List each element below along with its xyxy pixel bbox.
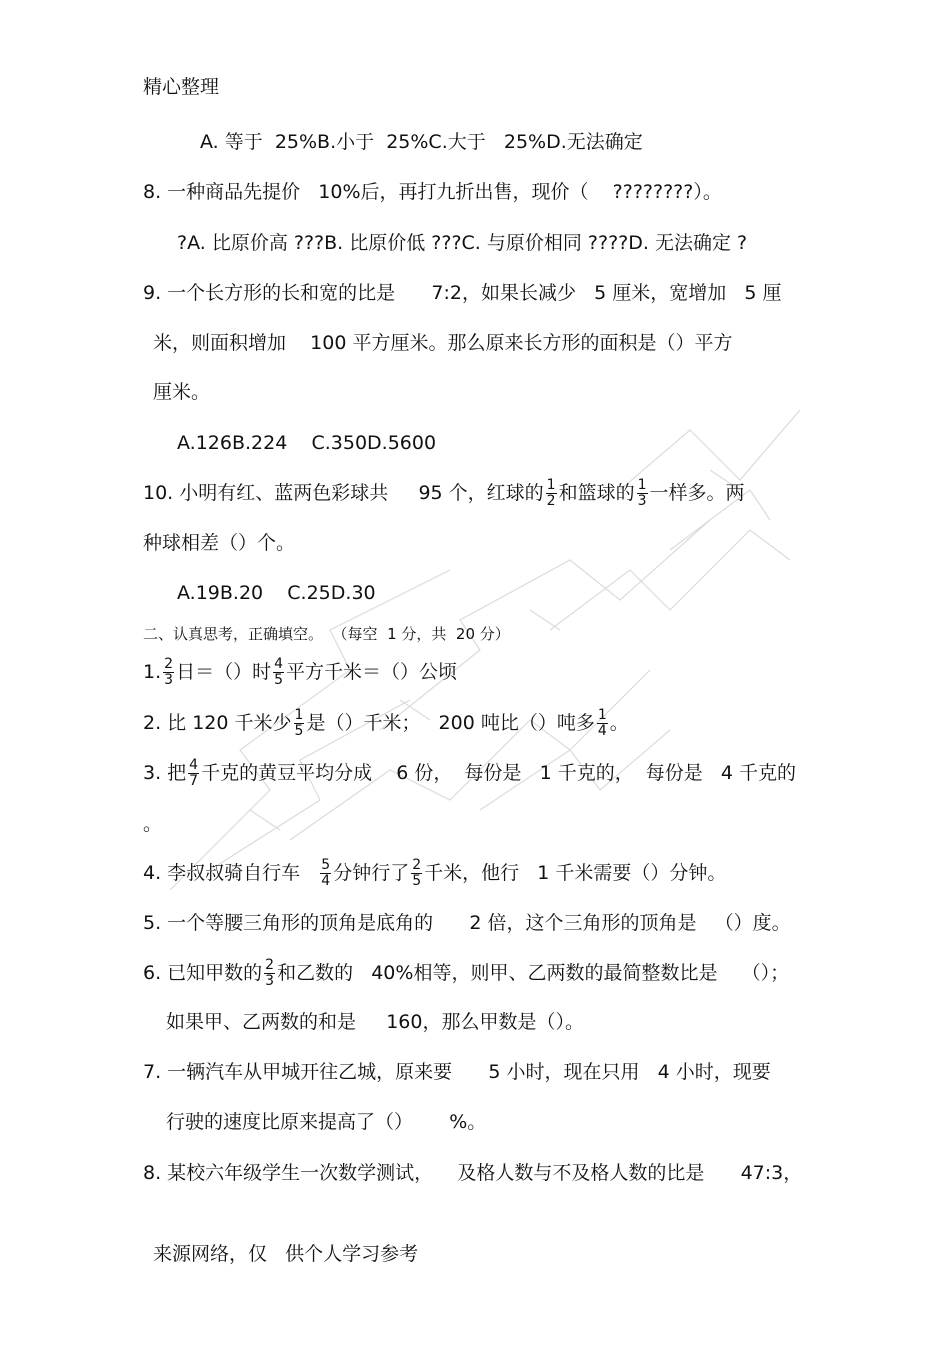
fraction: $\frac{1}{2}$ (546, 477, 556, 509)
fill-1: 1. $\frac{2}{3}$ 日＝（）时 $\frac{4}{5}$ 平方千米＝（）公顷 (143, 656, 458, 688)
question-8: 8. 一种商品先提价 10%后，再打九折出售，现价（ ????????）。 (143, 181, 722, 203)
fraction: $\frac{4}{5}$ (274, 656, 283, 688)
page-header: 精心整理 (143, 76, 220, 98)
fill-3-line-2: 。 (143, 813, 163, 835)
fill-7-line-1: 7. 一辆汽车从甲城开往乙城，原来要 5 小时，现在只用 4 小时，现要 (143, 1061, 771, 1083)
fill-8: 8. 某校六年级学生一次数学测试， 及格人数与不及格人数的比是 47:3， (143, 1162, 803, 1184)
fill-6-line-1: 6. 已知甲数的 $\frac{2}{3}$ 和乙数的 40%相等，则甲、乙两数的最简整数比是 （）； (143, 957, 790, 989)
fill-2: 2. 比 120 千米少 $\frac{1}{5}$ 是（）千米； 200 吨比（）吨多 $\frac{1}{4}$ 。 (143, 707, 629, 739)
question-10-line-1: 10. 小明有红、蓝两色彩球共 95 个，红球的 $\frac{1}{2}$ 和篮球的 $\frac{1}{3}$ 一样多。两 (143, 477, 745, 509)
question-9-options: A.126B.224 C.350D.5600 (177, 432, 437, 454)
fill-7-line-2: 行驶的速度比原来提高了（） %。 (166, 1111, 487, 1133)
fill-5: 5. 一个等腰三角形的顶角是底角的 2 倍，这个三角形的顶角是 （）度。 (143, 912, 791, 934)
question-9-line-2: 米，则面积增加 100 平方厘米。那么原来长方形的面积是（）平方 (153, 332, 733, 354)
section-2-heading: 二、认真思考，正确填空。 （每空 1 分，共 20 分） (143, 625, 510, 643)
fill-3-line-1: 3. 把 $\frac{4}{7}$ 千克的黄豆平均分成 6 份， 每份是 1 千克的， 每份是 4 千克的 (143, 757, 797, 789)
question-9-line-1: 9. 一个长方形的长和宽的比是 7:2，如果长减少 5 厘米，宽增加 5 厘 (143, 282, 782, 304)
fill-4: 4. 李叔叔骑自行车 $\frac{5}{4}$ 分钟行了 $\frac{2}{5}$ 千米，他行 1 千米需要（）分钟。 (143, 857, 727, 889)
fraction: $\frac{1}{5}$ (294, 707, 304, 739)
question-10-options: A.19B.20 C.25D.30 (177, 582, 376, 604)
question-10-line-2: 种球相差（）个。 (143, 532, 296, 554)
question-9-line-3: 厘米。 (153, 381, 211, 403)
fraction: $\frac{2}{5}$ (412, 857, 422, 889)
question-7-options: A. 等于 25%B.小于 25%C.大于 25%D.无法确定 (200, 131, 643, 153)
fraction: $\frac{2}{3}$ (164, 656, 174, 688)
fraction: $\frac{1}{4}$ (597, 707, 607, 739)
fraction: $\frac{2}{3}$ (265, 957, 275, 989)
fraction: $\frac{4}{7}$ (189, 757, 199, 789)
fraction: $\frac{5}{4}$ (321, 857, 331, 889)
fill-6-line-2: 如果甲、乙两数的和是 160，那么甲数是（）。 (166, 1011, 584, 1033)
page-footer: 来源网络，仅 供个人学习参考 (153, 1243, 419, 1265)
fraction: $\frac{1}{3}$ (637, 477, 647, 509)
question-8-options: ?A. 比原价高 ???B. 比原价低 ???C. 与原价相同 ????D. 无法确定 ? (177, 232, 748, 254)
